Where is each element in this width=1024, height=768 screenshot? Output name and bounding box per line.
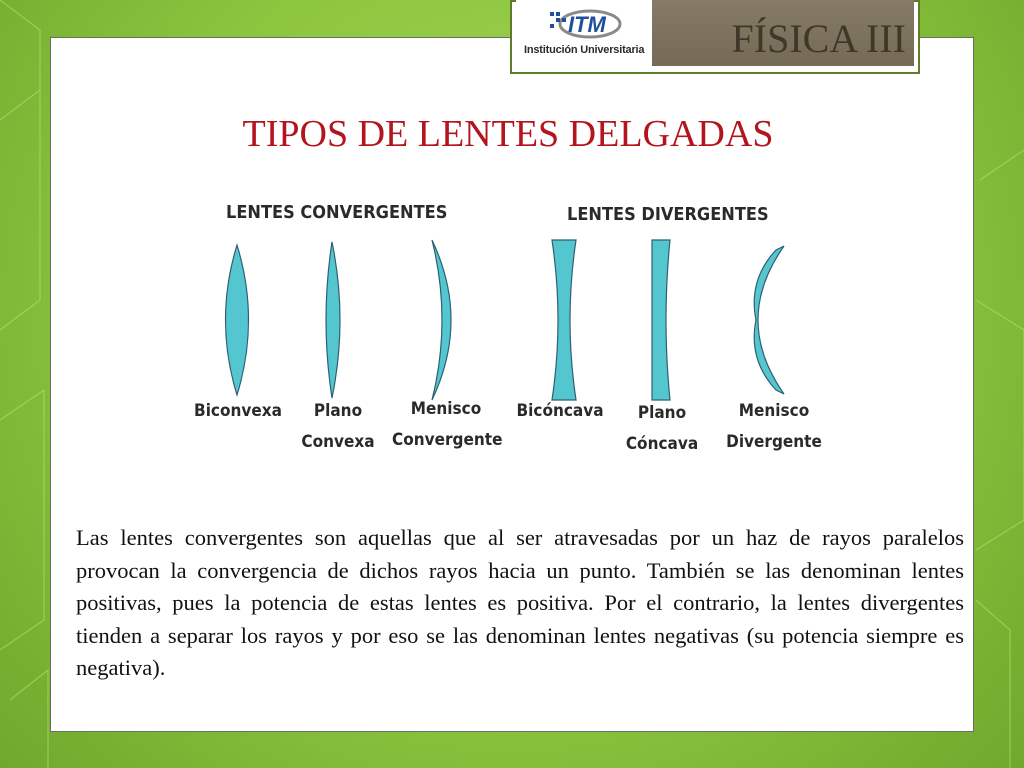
description-paragraph: Las lentes convergentes son aquellas que al ser atravesadas por un haz de rayos paralelos provocan la convergencia de dichos rayos hacia un punto. También se las denominan lentes positivas, pues la potencia de estas lentes es positiva. Por el contrario, la lentes divergentes tienden a separar los rayos y por eso se las denominan lentes negativas (su potencia siempre es negativa). [76,525,964,680]
divergent-group-label: LENTES DIVERGENTES [567,204,769,225]
lens-label-biconvex: Biconvexa [194,401,282,421]
plano-concave-lens [652,240,670,400]
itm-logo-icon [546,4,622,42]
svg-text:ITM: ITM [568,12,606,37]
page-title: TIPOS DE LENTES DELGADAS [242,113,774,155]
plano-convex-lens [326,242,340,398]
lens-label-plano-convex: Plano Convexa [301,401,375,452]
lens-label-biconcave: Bicóncava [516,401,604,421]
course-name: FÍSICA III [652,0,914,66]
biconvex-lens [226,245,249,395]
lens-label-diverging-meniscus: Menisco Divergente [726,401,822,452]
institution-logo [516,0,652,66]
lens-label-plano-concave: Plano Cóncava [625,403,699,454]
convergent-group-label: LENTES CONVERGENTES [226,202,448,223]
logo-text: Institución Universitaria [524,44,645,56]
converging-meniscus-lens [432,240,451,400]
biconcave-lens [552,240,576,400]
lens-label-converging-meniscus: Menisco Convergente [392,399,503,450]
diverging-meniscus-lens [754,246,784,394]
